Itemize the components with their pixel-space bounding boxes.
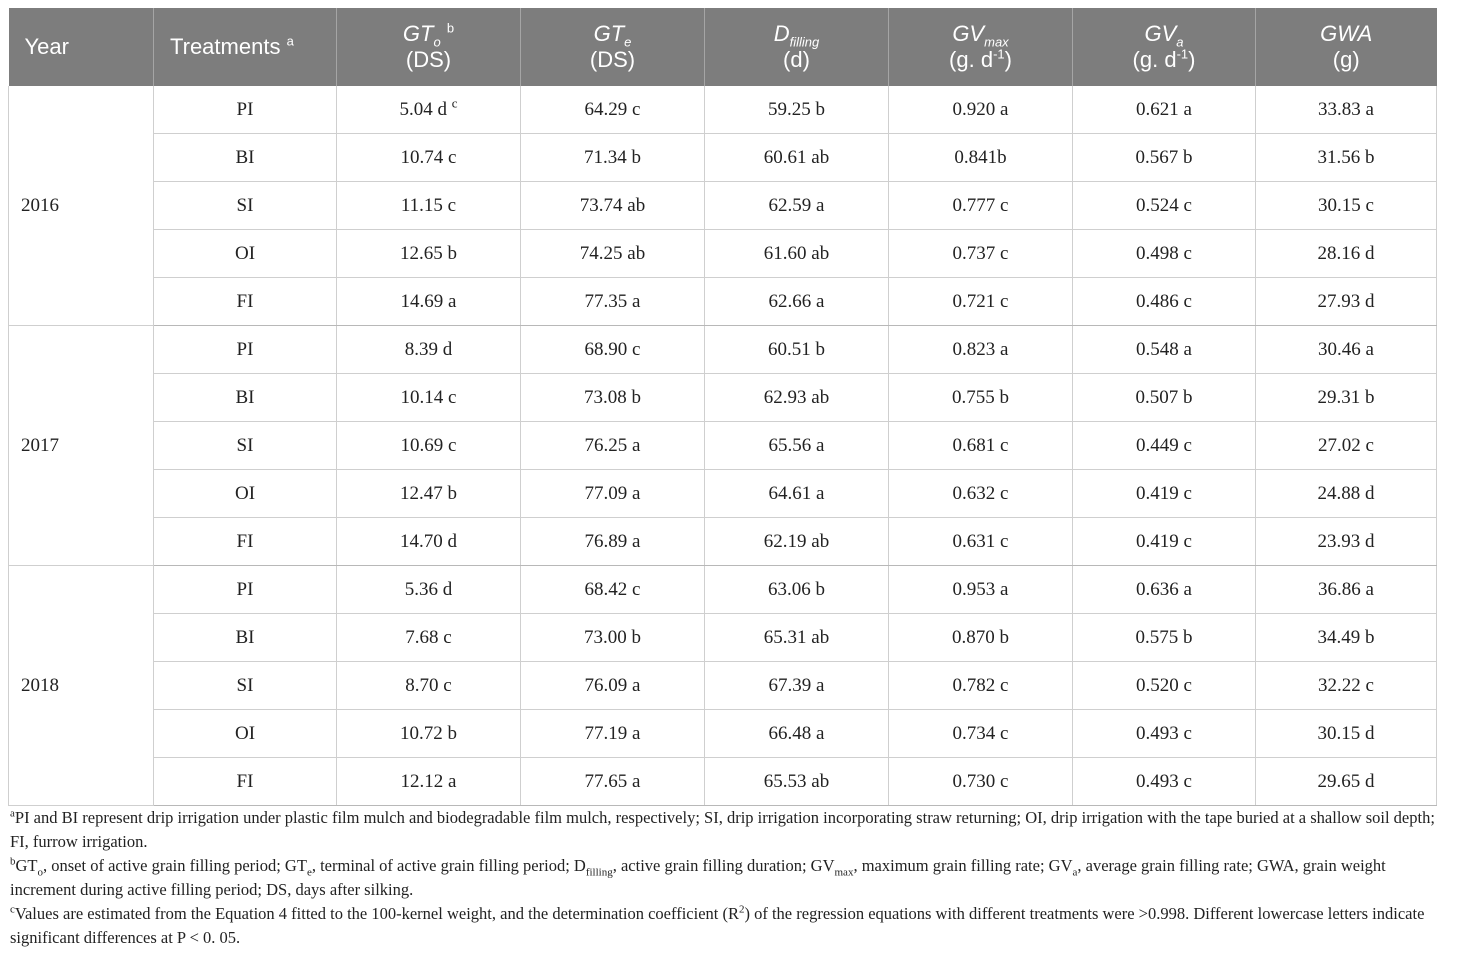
gto-cell: 10.72 b [337,710,521,758]
table-row [9,614,1437,662]
gva-cell: 0.507 b [1073,374,1256,422]
footnote-c: $^c$Values are estimated from the Equation 4 fitted to the 100-kernel weight, and the determination coefficient $(R^2)$ of the regression equations with different treatments were >0.998. Different lowercase letters indicate significant differences at P < 0. 05. [10,903,1425,947]
gwa-cell: 30.15 c [1256,182,1437,230]
header-gto: $GT_o$ $^b$ (DS) [337,8,521,86]
gwa-cell: 23.93 d [1256,518,1437,566]
treatment-cell: BI [154,614,337,662]
gvmax-cell: 0.953 a [889,566,1073,614]
gte-cell: 73.08 b [521,374,705,422]
grain-filling-table [8,8,1437,806]
gvmax-cell: 0.737 c [889,230,1073,278]
header-gvmax: $GV_{max}$ (g. $d^{-1}$) [889,8,1073,86]
gwa-cell: 28.16 d [1256,230,1437,278]
treatment-cell: PI [154,326,337,374]
dfill-cell: 61.60 ab [705,230,889,278]
gvmax-cell: 0.721 c [889,278,1073,326]
gte-cell: 77.35 a [521,278,705,326]
gvmax-cell: 0.841b [889,134,1073,182]
gto-cell: 14.69 a [337,278,521,326]
treatment-cell: BI [154,134,337,182]
gvmax-cell: 0.730 c [889,758,1073,806]
table-row [9,374,1437,422]
gvmax-cell: 0.755 b [889,374,1073,422]
dfill-cell: 63.06 b [705,566,889,614]
gva-cell: 0.486 c [1073,278,1256,326]
footnote-b: $^bGT_o$, onset of active grain filling period; $GT_e$, terminal of active grain filling period; $D_{filling}$, active grain filling duration; $GV_{max}$, maximum grain filling rate; $GV_a$, average grain filling rate; GWA, grain weight increment during active filling period; DS, days after silking. [10,855,1386,899]
gva-cell: 0.567 b [1073,134,1256,182]
table-row [9,422,1437,470]
gto-cell: 10.69 c [337,422,521,470]
table-row [9,710,1437,758]
header-year: Year [9,8,154,86]
dfill-cell: 65.53 ab [705,758,889,806]
footnote-a: $^a$PI and BI represent drip irrigation under plastic film mulch and biodegradable film mulch, respectively; SI, drip irrigation incorporating straw returning; OI, drip irrigation with the tape buried at a shallow soil depth; FI, furrow irrigation. [10,807,1435,851]
gte-cell: 77.09 a [521,470,705,518]
header-gte: $GT_e$ (DS) [521,8,705,86]
dfill-cell: 60.51 b [705,326,889,374]
gto-cell: 8.70 c [337,662,521,710]
gva-cell: 0.621 a [1073,86,1256,134]
gwa-cell: 31.56 b [1256,134,1437,182]
gvmax-cell: 0.777 c [889,182,1073,230]
gte-cell: 68.42 c [521,566,705,614]
gto-cell: 5.04 d $^c$ [337,86,521,134]
gte-cell: 77.19 a [521,710,705,758]
treatment-cell: OI [154,470,337,518]
treatment-cell: FI [154,758,337,806]
gwa-cell: 27.02 c [1256,422,1437,470]
gte-cell: 73.74 ab [521,182,705,230]
header-gwa: GWA (g) [1256,8,1437,86]
dfill-cell: 62.93 ab [705,374,889,422]
gva-cell: 0.636 a [1073,566,1256,614]
gvmax-cell: 0.681 c [889,422,1073,470]
gto-cell: 14.70 d [337,518,521,566]
gto-cell: 8.39 d [337,326,521,374]
table-row [9,278,1437,326]
gte-cell: 71.34 b [521,134,705,182]
table-row [9,134,1437,182]
gvmax-cell: 0.870 b [889,614,1073,662]
table-row [9,326,1437,374]
gto-cell: 12.12 a [337,758,521,806]
gvmax-cell: 0.782 c [889,662,1073,710]
gto-cell: 7.68 c [337,614,521,662]
gva-cell: 0.419 c [1073,518,1256,566]
dfill-cell: 62.19 ab [705,518,889,566]
header-treatments: Treatments $^a$ [154,8,337,86]
gto-cell: 11.15 c [337,182,521,230]
table-row [9,470,1437,518]
gvmax-cell: 0.734 c [889,710,1073,758]
gwa-cell: 30.15 d [1256,710,1437,758]
gto-cell: 5.36 d [337,566,521,614]
dfill-cell: 65.56 a [705,422,889,470]
dfill-cell: 59.25 b [705,86,889,134]
table-row [9,182,1437,230]
table-footnotes [10,806,1440,950]
table-row [9,230,1437,278]
gwa-cell: 36.86 a [1256,566,1437,614]
table-row [9,86,1437,134]
gwa-cell: 27.93 d [1256,278,1437,326]
gte-cell: 76.25 a [521,422,705,470]
gwa-cell: 33.83 a [1256,86,1437,134]
data-table-container [8,8,1436,806]
gto-cell: 10.14 c [337,374,521,422]
treatment-cell: SI [154,662,337,710]
gte-cell: 76.89 a [521,518,705,566]
year-cell: 2018 [9,566,154,806]
gvmax-cell: 0.632 c [889,470,1073,518]
treatment-cell: PI [154,86,337,134]
gva-cell: 0.493 c [1073,710,1256,758]
treatment-cell: BI [154,374,337,422]
gva-cell: 0.493 c [1073,758,1256,806]
table-body [9,86,1437,806]
gvmax-cell: 0.920 a [889,86,1073,134]
treatment-cell: SI [154,182,337,230]
year-cell: 2016 [9,86,154,326]
gte-cell: 64.29 c [521,86,705,134]
dfill-cell: 67.39 a [705,662,889,710]
gvmax-cell: 0.631 c [889,518,1073,566]
gva-cell: 0.548 a [1073,326,1256,374]
gte-cell: 77.65 a [521,758,705,806]
dfill-cell: 62.59 a [705,182,889,230]
gto-cell: 10.74 c [337,134,521,182]
dfill-cell: 64.61 a [705,470,889,518]
table-header [9,8,1437,86]
gva-cell: 0.449 c [1073,422,1256,470]
gte-cell: 68.90 c [521,326,705,374]
dfill-cell: 62.66 a [705,278,889,326]
table-row [9,662,1437,710]
gto-cell: 12.47 b [337,470,521,518]
treatment-cell: OI [154,710,337,758]
gva-cell: 0.498 c [1073,230,1256,278]
gwa-cell: 24.88 d [1256,470,1437,518]
gto-cell: 12.65 b [337,230,521,278]
dfill-cell: 66.48 a [705,710,889,758]
treatment-cell: PI [154,566,337,614]
treatment-cell: SI [154,422,337,470]
table-row [9,758,1437,806]
gva-cell: 0.575 b [1073,614,1256,662]
gte-cell: 76.09 a [521,662,705,710]
gwa-cell: 34.49 b [1256,614,1437,662]
gva-cell: 0.524 c [1073,182,1256,230]
gwa-cell: 29.65 d [1256,758,1437,806]
gwa-cell: 29.31 b [1256,374,1437,422]
gte-cell: 74.25 ab [521,230,705,278]
header-dfilling: $D_{filling}$ (d) [705,8,889,86]
treatment-cell: OI [154,230,337,278]
gva-cell: 0.419 c [1073,470,1256,518]
header-gva: $GV_a$ (g. $d^{-1}$) [1073,8,1256,86]
table-row [9,518,1437,566]
year-cell: 2017 [9,326,154,566]
dfill-cell: 65.31 ab [705,614,889,662]
gwa-cell: 32.22 c [1256,662,1437,710]
treatment-cell: FI [154,278,337,326]
dfill-cell: 60.61 ab [705,134,889,182]
gvmax-cell: 0.823 a [889,326,1073,374]
treatment-cell: FI [154,518,337,566]
table-row [9,566,1437,614]
gva-cell: 0.520 c [1073,662,1256,710]
gte-cell: 73.00 b [521,614,705,662]
gwa-cell: 30.46 a [1256,326,1437,374]
